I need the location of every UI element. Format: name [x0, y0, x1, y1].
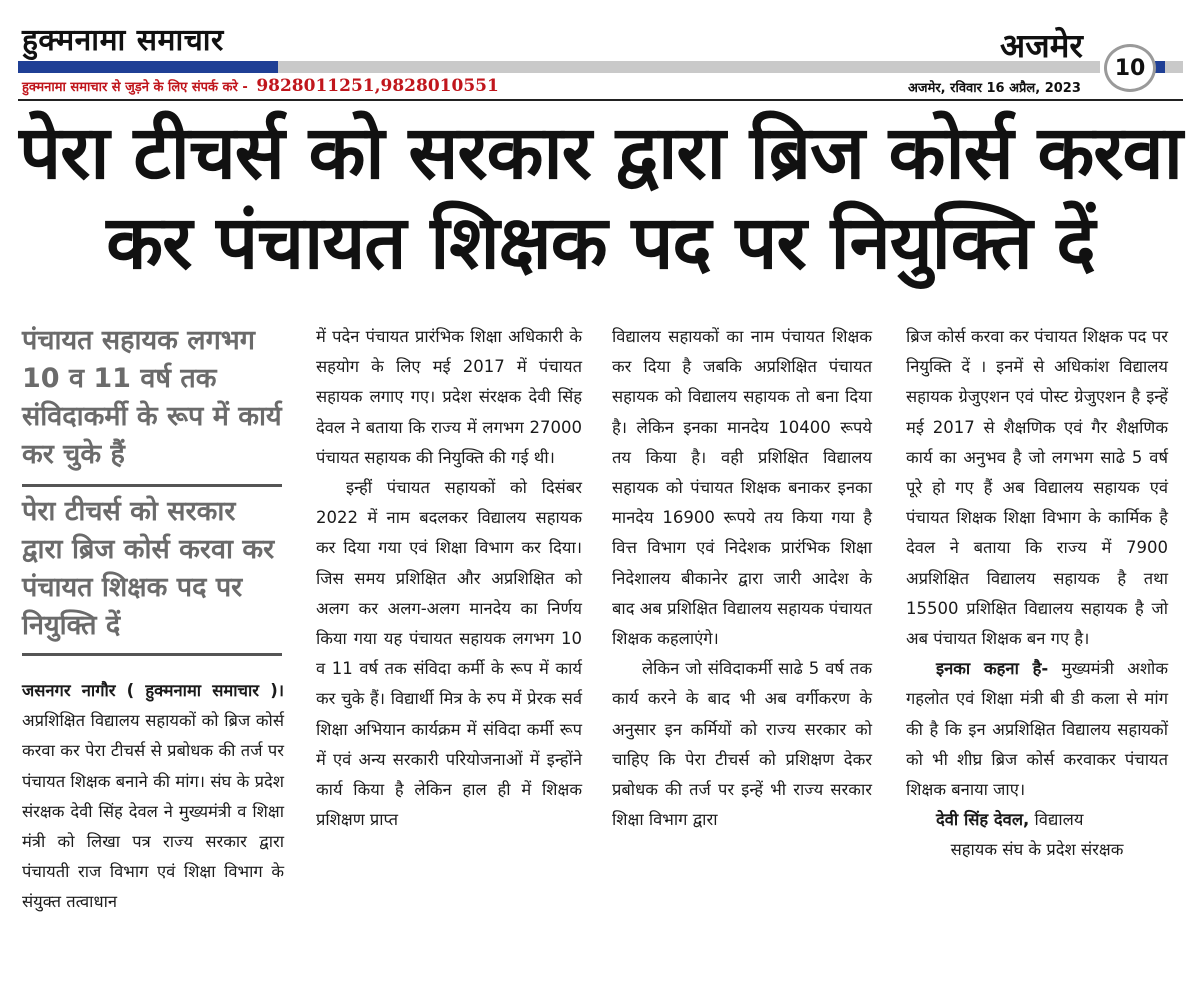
masthead-right-grey-bar [1165, 61, 1183, 73]
article-dateline: जसनगर नागौर ( हुक्मनामा समाचार )। [22, 681, 284, 700]
edition-city: अजमेर [1000, 26, 1083, 65]
newspaper-name: हुक्मनामा समाचार [22, 23, 224, 58]
quote-lead: इनका कहना है- [936, 659, 1049, 679]
article-column-3 [612, 322, 872, 835]
article-headline: पेरा टीचर्स को सरकार द्वारा ब्रिज कोर्स करवा कर पंचायत शिक्षक पद पर नियुक्ति दें [19, 110, 1182, 286]
article-column-1 [22, 676, 284, 918]
signature-title: विद्यालय [1034, 810, 1084, 830]
article-column-2 [316, 322, 582, 835]
masthead-right-blue-bar [1155, 61, 1165, 73]
masthead-grey-bar [278, 61, 1100, 73]
article-paragraph: ब्रिज कोर्स करवा कर पंचायत शिक्षक पद पर नियुक्ति दें । इनमें से अधिकांश विद्यालय सहायक ग्रेजुएशन एवं पोस्ट ग्रेजुएशन है इन्हें मई 2017 से शैक्षणिक एवं गैर शैक्षणिक कार्य का अनुभव है जो लगभग साढे 5 वर्ष पूरे हो गए हैं अब विद्यालय सहायक एवं पंचायत शिक्षक शिक्षा विभाग के कार्मिक है देवल ने बताया कि राज्य में 7900 अप्रशिक्षित विद्यालय सहायक है तथा 15500 प्रशिक्षित विद्यालय सहायक है जो अब पंचायत शिक्षक बन गए है। [906, 327, 1168, 649]
quote-text: मुख्यमंत्री अशोक गहलोत एवं शिक्षा मंत्री बी डी कला से मांग की है कि इन अप्रशिक्षित विद्यालय सहायकों को भी शीघ्र ब्रिज कोर्स करवाकर पंचायत शिक्षक बनाया जाए। [906, 659, 1169, 800]
masthead-blue-bar [18, 61, 278, 73]
contact-phones: 9828011251,9828010551 [256, 76, 499, 96]
article-paragraph: इन्हीं पंचायत सहायकों को दिसंबर 2022 में नाम बदलकर विद्यालय सहायक कर दिया गया एवं शिक्षा विभाग कर दिया। जिस समय प्रशिक्षित और अप्रशिक्षित को अलग कर अलग-अलग मानदेय का निर्णय किया गया यह पंचायत सहायक लगभग 10 व 11 वर्ष तक संविदा कर्मी के रूप में कार्य कर चुके हैं। विद्यार्थी मित्र के रुप में प्रेरक सर्व शिक्षा अभियान कार्यक्रम में संविदा कर्मी रूप में एवं अन्य सरकारी परियोजनाओं में इन्होंने कार्य किया है लेकिन हाल ही में शिक्षक प्रशिक्षण प्राप्त [316, 478, 582, 830]
column-1-text: अप्रशिक्षित विद्यालय सहायकों को ब्रिज कोर्स करवा कर पेरा टीचर्स से प्रबोधक की तर्ज पर पंचायत शिक्षक बनाने की मांग। संघ के प्रदेश संरक्षक देवी सिंह देवल ने मुख्यमंत्री व शिक्षा मंत्री को लिखा पत्र राज्य सरकार द्वारा पंचायती राज विभाग एवं शिक्षा विभाग के संयुक्त तत्वाधान [22, 711, 284, 912]
article-paragraph: में पदेन पंचायत प्रारंभिक शिक्षा अधिकारी के सहयोग के लिए मई 2017 में पंचायत सहायक लगाए गए। प्रदेश संरक्षक देवी सिंह देवल ने बताया कि राज्य में लगभग 27000 पंचायत सहायक की नियुक्ति की गई थी। [316, 327, 582, 467]
signature-line [906, 805, 1168, 835]
article-paragraph [906, 654, 1168, 805]
masthead-divider [18, 99, 1183, 101]
page-number-badge: 10 [1104, 44, 1156, 92]
article-paragraph: लेकिन जो संविदाकर्मी साढे 5 वर्ष तक कार्य करने के बाद भी अब वर्गीकरण के अनुसार इन कर्मियों को राज्य सरकार को चाहिए कि पेरा टीचर्स को प्रशिक्षण देकर प्रबोधक की तर्ज पर इन्हें भी राज्य सरकार शिक्षा विभाग द्वारा [612, 659, 872, 830]
contact-text: हुक्मनामा समाचार से जुड़ने के लिए संपर्क करे - [22, 80, 248, 95]
highlight-quote-2: पेरा टीचर्स को सरकार द्वारा ब्रिज कोर्स करवा कर पंचायत शिक्षक पद पर नियुक्ति दें [22, 487, 282, 656]
article-paragraph [22, 676, 284, 918]
article-paragraph: विद्यालय सहायकों का नाम पंचायत शिक्षक कर दिया है जबकि अप्रशिक्षित पंचायत सहायक को विद्यालय सहायक तो बना दिया है। लेकिन इनका मानदेय 10400 रूपये तय किया है। वही प्रशिक्षित विद्यालय सहायक को पंचायत शिक्षक बनाकर इनका मानदेय 16900 रूपये तय किया गया है वित्त विभाग एवं निदेशक प्रारंभिक शिक्षा निदेशालय बीकानेर द्वारा जारी आदेश के बाद अब प्रशिक्षित विद्यालय सहायक पंचायत शिक्षक कहलाएंगे। [612, 327, 872, 649]
masthead [0, 0, 1200, 100]
signature-title-line: सहायक संघ के प्रदेश संरक्षक [950, 840, 1124, 860]
article-column-4 [906, 322, 1168, 866]
contact-line [22, 76, 499, 96]
signature-name: देवी सिंह देवल, [936, 810, 1030, 830]
highlight-quote-1: पंचायत सहायक लगभग 10 व 11 वर्ष तक संविदाकर्मी के रूप में कार्य कर चुके हैं [22, 320, 282, 487]
highlight-sidebar [22, 320, 282, 656]
publication-date: अजमेर, रविवार 16 अप्रैल, 2023 [908, 81, 1081, 96]
